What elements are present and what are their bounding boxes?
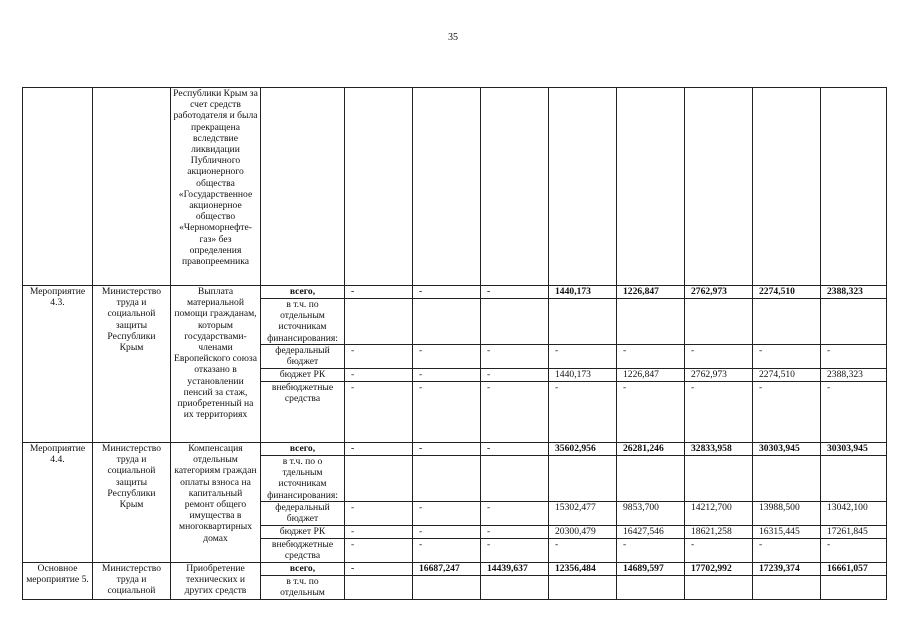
source-label: всего,: [261, 443, 345, 456]
table-row: [23, 563, 887, 576]
value-cell: 18621,258: [685, 526, 753, 539]
value-cell: -: [413, 382, 481, 443]
value-cell: -: [753, 539, 821, 563]
value-cell: 16427,546: [617, 526, 685, 539]
value-cell: [549, 576, 617, 600]
value-cell: [753, 299, 821, 345]
value-cell: -: [753, 382, 821, 443]
value-cell: [345, 456, 413, 502]
value-cell: -: [617, 539, 685, 563]
table-row: [23, 286, 887, 299]
value-cell: [617, 456, 685, 502]
value-cell: 2388,323: [821, 369, 887, 382]
value-cell: 1226,847: [617, 369, 685, 382]
value-cell: -: [413, 286, 481, 299]
value-cell: [413, 576, 481, 600]
value-cell: [821, 456, 887, 502]
financing-table: [22, 87, 887, 600]
source-label: бюджет РК: [261, 369, 345, 382]
event-label: Мероприятие 4.4.: [23, 443, 93, 563]
value-cell: 2762,973: [685, 286, 753, 299]
value-cell: -: [481, 539, 549, 563]
value-cell: [549, 299, 617, 345]
value-cell: [481, 299, 549, 345]
source-label: бюджет РК: [261, 526, 345, 539]
description-label: Приобретение технических и других средств: [171, 563, 261, 600]
value-cell: 2274,510: [753, 369, 821, 382]
value-cell: -: [685, 382, 753, 443]
value-cell: [413, 299, 481, 345]
value-cell: [821, 576, 887, 600]
value-cell: -: [481, 369, 549, 382]
value-cell: 2762,973: [685, 369, 753, 382]
value-cell: 15302,477: [549, 502, 617, 526]
value-cell: [821, 299, 887, 345]
executor-cell: [93, 88, 171, 286]
value-cell: -: [481, 502, 549, 526]
value-cell: -: [685, 345, 753, 369]
event-cell: [23, 88, 93, 286]
value-cell: -: [345, 526, 413, 539]
value-cell: 14689,597: [617, 563, 685, 576]
value-cell: 13042,100: [821, 502, 887, 526]
value-cell: -: [481, 382, 549, 443]
executor-label: Министерство труда и социальной защиты Республики Крым: [93, 286, 171, 443]
value-cell: [685, 576, 753, 600]
value-cell: 16687,247: [413, 563, 481, 576]
value-cell: -: [481, 443, 549, 456]
value-cell: 20300,479: [549, 526, 617, 539]
value-cell: [345, 299, 413, 345]
value-cell: 2274,510: [753, 286, 821, 299]
value-cell: 14439,637: [481, 563, 549, 576]
value-cell: 12356,484: [549, 563, 617, 576]
value-cell: [413, 456, 481, 502]
source-label: внебюджетные средства: [261, 382, 345, 443]
description-continuation: Республики Крым за счет средств работодателя и была прекращена вследствие ликвидации Публичного акционерного общества «Государственное акционерное общество «Черноморнефте-газ» без определения правопреемника: [171, 88, 261, 286]
value-cell: -: [413, 369, 481, 382]
value-cell: -: [821, 539, 887, 563]
value-cell: 13988,500: [753, 502, 821, 526]
value-cell: 16661,057: [821, 563, 887, 576]
value-cell: -: [413, 539, 481, 563]
source-label: федеральный бюджет: [261, 345, 345, 369]
value-cell: -: [345, 382, 413, 443]
value-cell: 1440,173: [549, 286, 617, 299]
value-cell: -: [413, 502, 481, 526]
source-label: в т.ч. по отдельным источникам финансирования:: [261, 299, 345, 345]
value-cell: 1226,847: [617, 286, 685, 299]
value-cell: 35602,956: [549, 443, 617, 456]
value-cell: [549, 456, 617, 502]
event-label: Мероприятие 4.3.: [23, 286, 93, 443]
value-cell: -: [345, 286, 413, 299]
value-cell: -: [685, 539, 753, 563]
value-cell: 14212,700: [685, 502, 753, 526]
description-label: Выплата материальной помощи гражданам, которым государствами-членами Европейского союза отказано в установлении пенсий за стаж, приобретенный на их территориях: [171, 286, 261, 443]
value-cell: [481, 456, 549, 502]
value-cell: 17239,374: [753, 563, 821, 576]
value-cell: -: [345, 345, 413, 369]
value-cell: [685, 456, 753, 502]
value-cell: [753, 576, 821, 600]
value-cell: -: [821, 382, 887, 443]
value-cell: [481, 576, 549, 600]
event-label: Основное мероприятие 5.: [23, 563, 93, 600]
value-cell: 30303,945: [753, 443, 821, 456]
value-cell: -: [821, 345, 887, 369]
value-cell: -: [549, 382, 617, 443]
value-cell: -: [753, 345, 821, 369]
value-cell: -: [345, 563, 413, 576]
page-number: 35: [448, 32, 458, 43]
value-cell: 26281,246: [617, 443, 685, 456]
value-cell: 17261,845: [821, 526, 887, 539]
value-cell: 9853,700: [617, 502, 685, 526]
value-cell: -: [345, 369, 413, 382]
description-label: Компенсация отдельным категориям граждан оплаты взноса на капитальный ремонт общего имущества в многоквартирных домах: [171, 443, 261, 563]
source-label: в т.ч. по о тдельным источникам финансирования:: [261, 456, 345, 502]
value-cell: 16315,445: [753, 526, 821, 539]
value-cell: -: [481, 526, 549, 539]
value-cell: 1440,173: [549, 369, 617, 382]
source-label: всего,: [261, 563, 345, 576]
source-label: внебюджетные средства: [261, 539, 345, 563]
value-cell: [753, 456, 821, 502]
source-label: всего,: [261, 286, 345, 299]
value-cell: -: [549, 539, 617, 563]
value-cell: 32833,958: [685, 443, 753, 456]
value-cell: -: [617, 345, 685, 369]
executor-label: Министерство труда и социальной защиты Республики Крым: [93, 443, 171, 563]
value-cell: 2388,323: [821, 286, 887, 299]
value-cell: [617, 299, 685, 345]
value-cell: -: [345, 443, 413, 456]
table-row: [23, 443, 887, 456]
continuation-row: [23, 88, 887, 286]
source-label: в т.ч. по отдельным: [261, 576, 345, 600]
source-label: федеральный бюджет: [261, 502, 345, 526]
value-cell: -: [345, 502, 413, 526]
value-cell: -: [345, 539, 413, 563]
value-cell: [685, 299, 753, 345]
value-cell: [345, 576, 413, 600]
value-cell: 30303,945: [821, 443, 887, 456]
value-cell: -: [481, 345, 549, 369]
value-cell: -: [481, 286, 549, 299]
table-body: [23, 88, 887, 600]
value-cell: -: [413, 526, 481, 539]
value-cell: -: [549, 345, 617, 369]
executor-label: Министерство труда и социальной: [93, 563, 171, 600]
value-cell: -: [413, 345, 481, 369]
value-cell: 17702,992: [685, 563, 753, 576]
value-cell: -: [617, 382, 685, 443]
value-cell: [617, 576, 685, 600]
value-cell: -: [413, 443, 481, 456]
